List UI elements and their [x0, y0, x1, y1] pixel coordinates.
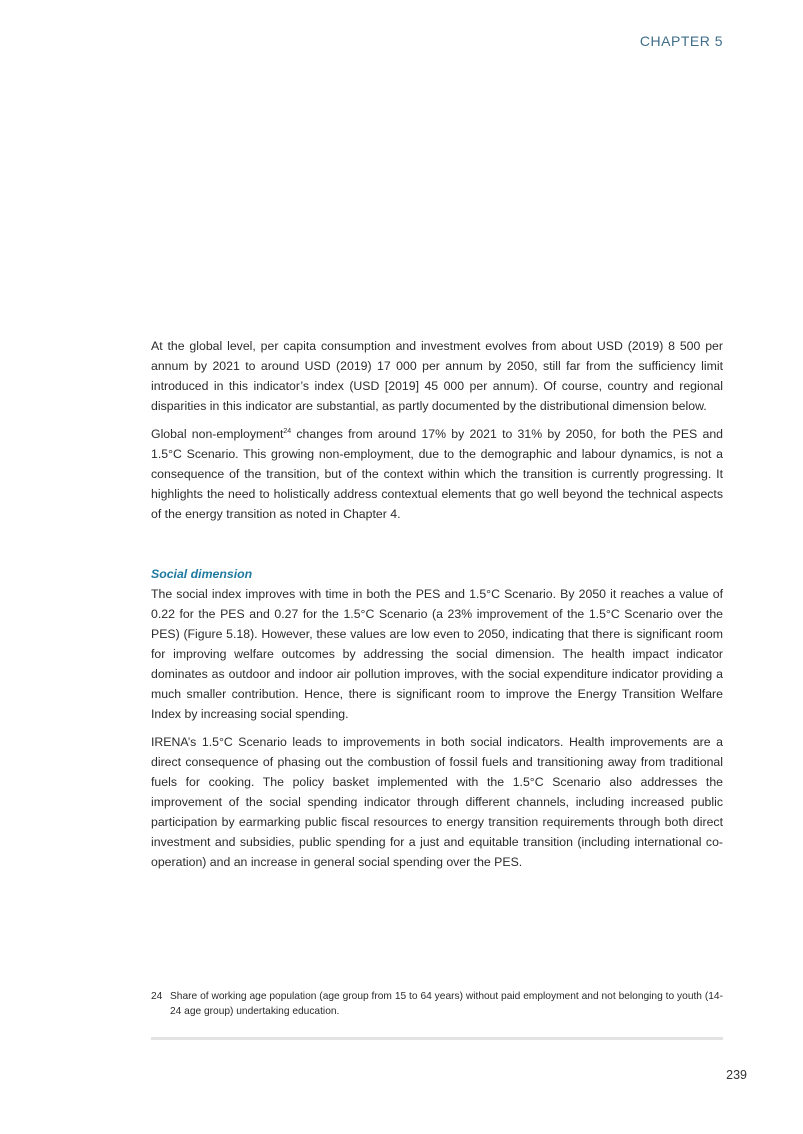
paragraph-consumption: At the global level, per capita consumption and investment evolves from about USD (2019) 8 500 per annum by 2021 to around USD (2019) 17 000 per annum by 2050, still far from the sufficiency limit introduced in this indicator’s index (USD [2019] 45 000 per annum). Of course, country and regional disparities in this indicator are substantial, as partly documented by the distributional dimension below. [151, 339, 723, 413]
section-heading: Social dimension [151, 567, 253, 581]
paragraph-social-index: The social index improves with time in both the PES and 1.5°C Scenario. By 2050 it reaches a value of 0.22 for the PES and 0.27 for the 1.5°C Scenario (a 23% improvement of the 1.5°C Scenario over the PES) (Figure 5.18). However, these values are low even to 2050, indicating that there is significant room for improving welfare outcomes by addressing the social dimension. The health impact indicator dominates as outdoor and indoor air pollution improves, with the social expenditure indicator providing a much smaller contribution. Hence, there is significant room to improve the Energy Transition Welfare Index by increasing social spending. [151, 587, 723, 721]
paragraph-non-employment [151, 424, 723, 524]
paragraph-non-employment-start: Global non-employment [151, 427, 284, 441]
footnote-text: Share of working age population (age group from 15 to 64 years) without paid employment and not belonging to youth (14-24 age group) undertaking education. [170, 991, 723, 1017]
footnote-number: 24 [151, 991, 163, 1002]
footnote-reference[interactable]: 24 [283, 427, 292, 435]
footnote [151, 989, 723, 1019]
footnote-divider [151, 1037, 723, 1040]
paragraph-non-employment-rest: changes from around 17% by 2021 to 31% by 2050, for both the PES and 1.5°C Scenario. This growing non-employment, due to the demographic and labour dynamics, is not a consequence of the transition, but of the context within which the transition is currently progressing. It highlights the need to holistically address contextual elements that go well beyond the technical aspects of the energy transition as noted in Chapter 4. [151, 427, 723, 521]
chapter-label: CHAPTER 5 [639, 33, 723, 49]
paragraph-irena-scenario: IRENA’s 1.5°C Scenario leads to improvements in both social indicators. Health improvements are a direct consequence of phasing out the combustion of fossil fuels and transitioning away from traditional fuels for cooking. The policy basket implemented with the 1.5°C Scenario also addresses the improvement of the social spending indicator through different channels, including increased public participation by earmarking public fiscal resources to energy transition requirements through both direct investment and subsidies, public spending for a just and equitable transition (including international co-operation) and an increase in general social spending over the PES. [151, 735, 723, 869]
main-text [151, 336, 723, 880]
page-number: 239 [726, 1068, 747, 1082]
